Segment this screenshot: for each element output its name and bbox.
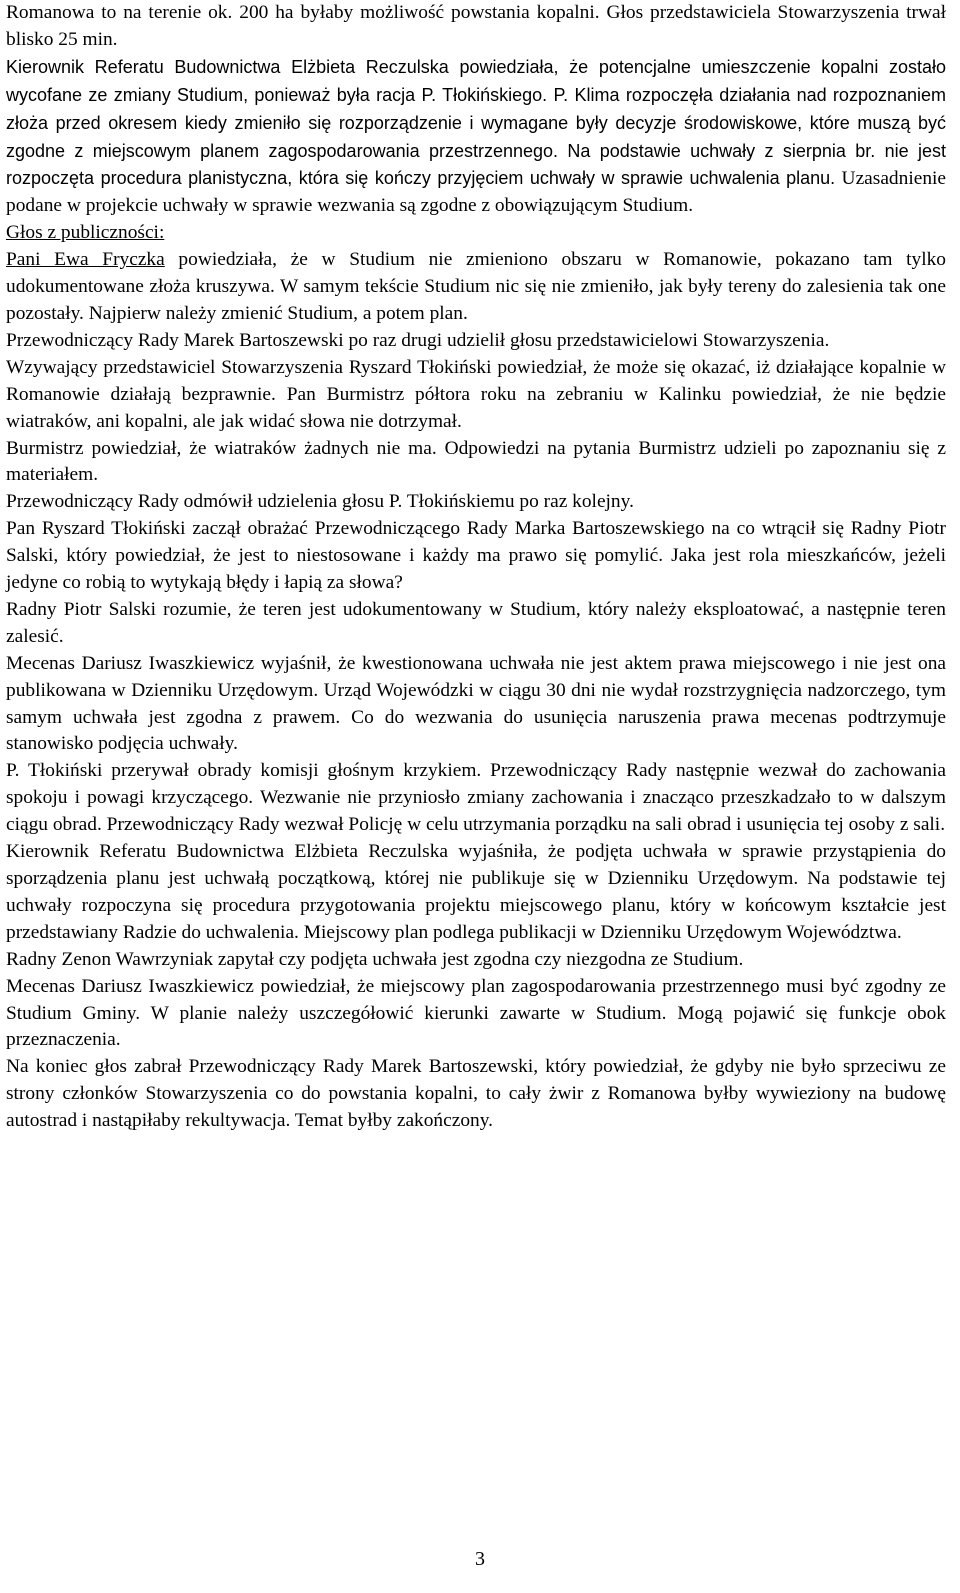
paragraph-tlokinski-kopalnie: [6, 355, 946, 436]
paragraph-text-serif: Uzasadnienie podane w projekcie uchwały w sprawie wezwania są zgodne z obowiązującym Studium.: [6, 168, 947, 217]
paragraph-text: Pan Ryszard Tłokiński zaczął obrażać Przewodniczącego Rady Marka Bartoszewskiego na co wtrącił się Radny Piotr Salski, który powiedział, że jest to niestosowane i każdy ma prawo się pomylić. Jaka jest rola mieszkańców, jeżeli jedyne co robią to wytykają błędy i łapią za słowa?: [6, 518, 946, 594]
document-page: [6, 0, 946, 1135]
paragraph-text: Kierownik Referatu Budownictwa Elżbieta Reczulska wyjaśniła, że podjęta uchwała w sprawie przystąpienia do sporządzenia planu jest uchwałą początkową, której nie publikuje się w Dzienniku Urzędowym. Na podstawie tej uchwały rozpoczyna się procedura przygotowania projektu miejscowego planu, który w końcowym kształcie jest przedstawiany Radzie do uchwalenia. Miejscowy plan podlega publikacji w Dzienniku Urzędowym Województwa.: [6, 841, 946, 943]
speaker-name: Pani Ewa Fryczka: [6, 249, 165, 271]
paragraph-wawrzyniak-pytanie: [6, 947, 946, 974]
page-number: 3: [475, 1548, 485, 1570]
paragraph-text: powiedziała, że w Studium nie zmieniono obszaru w Romanowie, pokazano tam tylko udokumentowane złoża kruszywa. W samym tekście Studium nic się nie zmieniło, jak były tereny do zalesienia tak one pozostały. Najpierw należy zmienić Studium, a potem plan.: [6, 249, 947, 324]
paragraph-text: Wzywający przedstawiciel Stowarzyszenia Ryszard Tłokiński powiedział, że może się okazać, iż działające kopalnie w Romanowie działają bezprawnie. Pan Burmistrz półtora roku na zebraniu w Kalinku powiedział, że nie będzie wiatraków, ani kopalni, ale jak widać słowa nie dotrzymał.: [6, 356, 946, 432]
paragraph-ewa-fryczka: [6, 247, 946, 328]
paragraph-text: P. Tłokiński przerywał obrady komisji głośnym krzykiem. Przewodniczący Rady następnie wezwał do zachowania spokoju i powagi krzyczącego. Wezwanie nie przyniosło zmiany zachowania i znacząco przeszkadzało to w dalszym ciągu obrad. Przewodniczący Rady wezwał Policję w celu utrzymania porządku na sali obrad i usunięcia tej osoby z sali.: [6, 760, 946, 836]
paragraph-salski-interwencja: [6, 516, 946, 597]
paragraph-text-sans: Kierownik Referatu Budownictwa Elżbieta Reczulska powiedziała, że potencjalne umieszczenie kopalni zostało wycofane ze zmiany Studium, ponieważ była racja P. Tłokińskiego. P. Klima rozpoczęła działania nad rozpoznaniem złoża przed okresem kiedy zmieniło się rozporządzenie i wymagane były decyzje środowiskowe, które muszą być zgodne z miejscowym planem zagospodarowania przestrzennego. Na podstawie uchwały z sierpnia br. nie jest rozpoczęta procedura planistyczna, która się kończy przyjęciem uchwały w sprawie uchwalenia planu.: [6, 56, 946, 189]
paragraph-mecenas-studium: [6, 974, 946, 1055]
paragraph-text: Przewodniczący Rady odmówił udzielenia głosu P. Tłokińskiemu po raz kolejny.: [6, 491, 634, 513]
paragraph-text: Mecenas Dariusz Iwaszkiewicz wyjaśnił, że kwestionowana uchwała nie jest aktem prawa miejscowego i nie jest ona publikowana w Dzienniku Urzędowym. Urząd Wojewódzki w ciągu 30 dni nie wydał rozstrzygnięcia nadzorczego, tym samym uchwała jest zgodna z prawem. Co do wezwania do usunięcia naruszenia prawa mecenas podtrzymuje stanowisko podjęcia uchwały.: [6, 652, 946, 755]
paragraph-burmistrz-wiatraki: [6, 436, 946, 490]
paragraph-text: Radny Piotr Salski rozumie, że teren jest udokumentowany w Studium, który należy eksploatować, a następnie teren zalesić.: [6, 598, 946, 647]
paragraph-mecenas-uchwala: [6, 651, 946, 759]
paragraph-bartoszewski-zakonczenie: [6, 1054, 946, 1135]
paragraph-text: Przewodniczący Rady Marek Bartoszewski po raz drugi udzielił głosu przedstawicielowi Stowarzyszenia.: [6, 329, 830, 351]
paragraph-przerwanie-obrad: [6, 758, 946, 839]
paragraph-text: Radny Zenon Wawrzyniak zapytał czy podjęta uchwała jest zgodna czy niezgodna ze Studium.: [6, 948, 744, 970]
heading-text: Głos z publiczności:: [6, 222, 165, 244]
paragraph-text: Mecenas Dariusz Iwaszkiewicz powiedział, że miejscowy plan zagospodarowania przestrzennego musi być zgodny ze Studium Gminy. W planie należy uszczegółowić kierunki zawarte w Studium. Mogą pojawić się funkcje obok przeznaczenia.: [6, 975, 946, 1051]
paragraph-text: Na koniec głos zabrał Przewodniczący Rady Marek Bartoszewski, który powiedział, że gdyby nie było sprzeciwu ze strony członków Stowarzyszenia co do powstania kopalni, to cały żwir z Romanowa byłby wywieziony na budowę autostrad i nastąpiłaby rekultywacja. Temat byłby zakończony.: [6, 1056, 946, 1132]
paragraph-text: Burmistrz powiedział, że wiatraków żadnych nie ma. Odpowiedzi na pytania Burmistrz udzieli po zapoznaniu się z materiałem.: [6, 437, 946, 486]
paragraph-odmowa-glosu: [6, 489, 946, 516]
paragraph-reczulska-wyjasnienie: [6, 54, 946, 220]
paragraph-reczulska-uchwala-poczatkowa: [6, 839, 946, 947]
section-heading-glos-z-publicznosci: [6, 220, 946, 247]
paragraph-text: Romanowa to na terenie ok. 200 ha byłaby możliwość powstania kopalni. Głos przedstawiciela Stowarzyszenia trwał blisko 25 min.: [6, 2, 946, 50]
paragraph-salski-teren: [6, 597, 946, 651]
paragraph-romanowa-kopalnia: [6, 0, 946, 54]
paragraph-przewodniczacy-udzielil-glosu: [6, 328, 946, 355]
